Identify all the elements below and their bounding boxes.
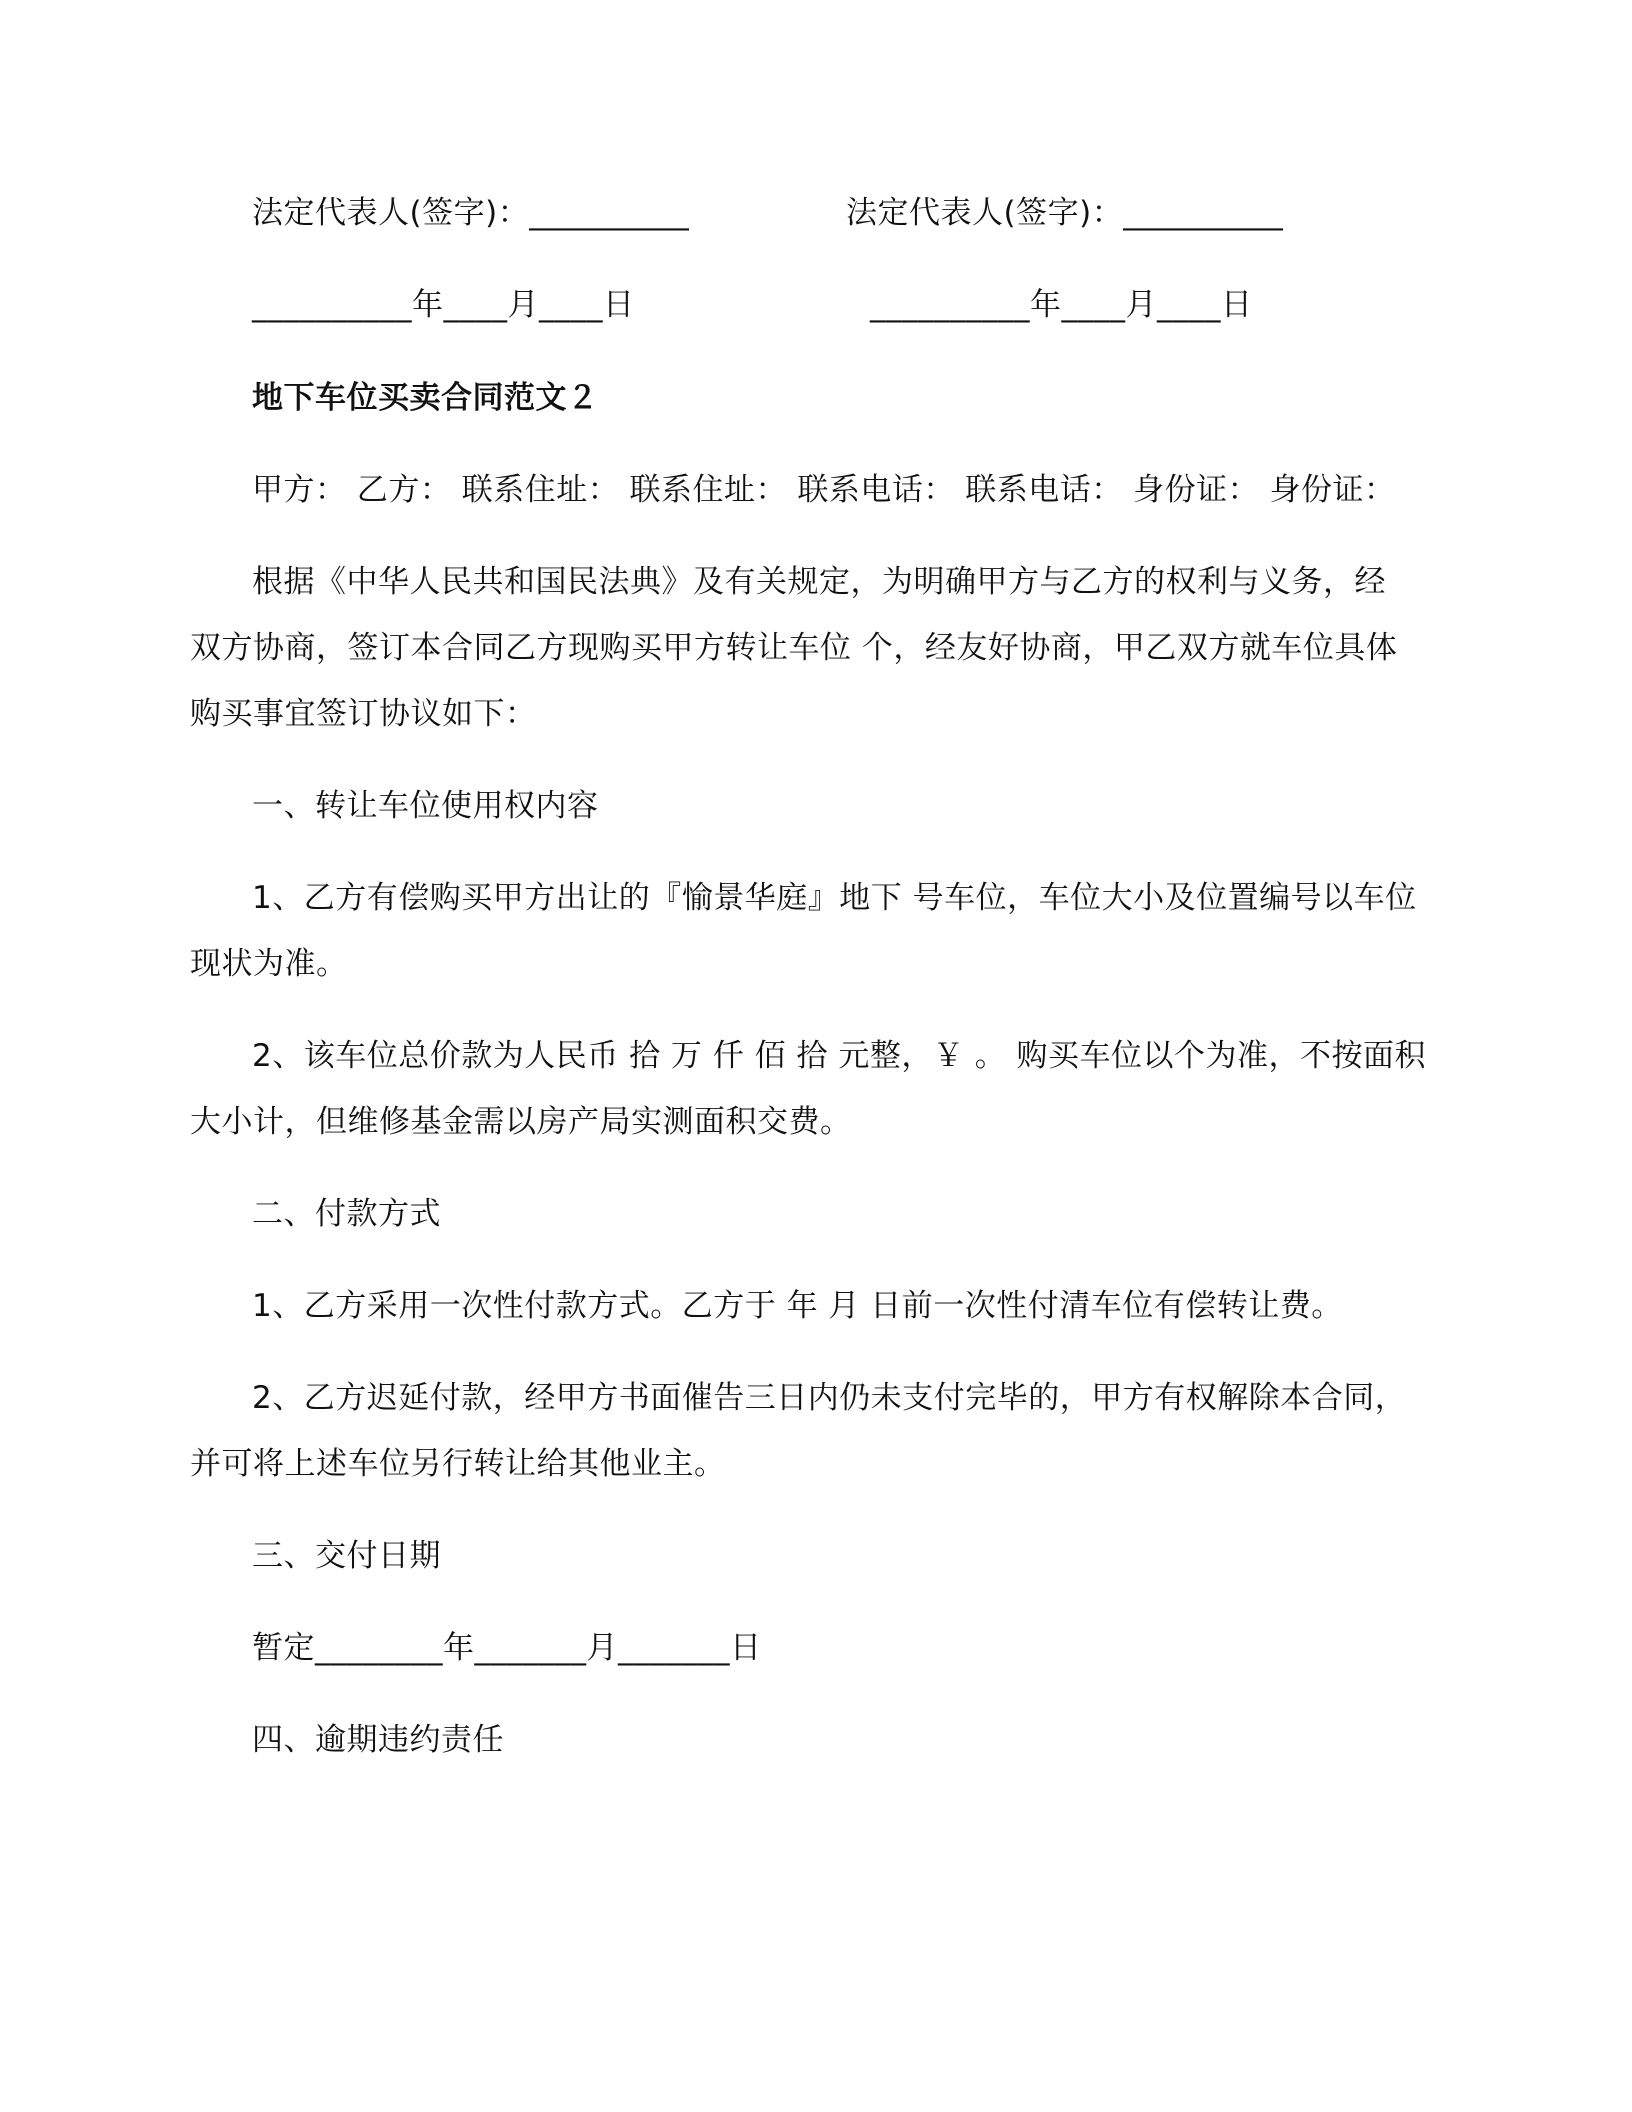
section-1-item-1-line-1: 1、乙方有偿购买甲方出让的『愉景华庭』地下 号车位，车位大小及位置编号以车位: [252, 880, 1417, 916]
contract-title: 地下车位买卖合同范文２: [252, 380, 599, 416]
section-3-heading: 三、交付日期: [252, 1538, 441, 1574]
section-2-item-1: 1、乙方采用一次性付款方式。乙方于 年 月 日前一次性付清车位有偿转让费。: [252, 1288, 1343, 1324]
right-representative-signature: 法定代表人(签字)：__________: [846, 195, 1284, 231]
parties-line: 甲方： 乙方： 联系住址： 联系住址： 联系电话： 联系电话： 身份证： 身份证：: [252, 472, 1396, 508]
intro-paragraph-line-1: 根据《中华人民共和国民法典》及有关规定，为明确甲方与乙方的权利与义务，经: [252, 564, 1386, 600]
section-1-item-2-line-1: 2、该车位总价款为人民币 拾 万 仟 佰 拾 元整，￥ 。 购买车位以个为准，不按面积: [252, 1038, 1427, 1074]
section-1-heading: 一、转让车位使用权内容: [252, 788, 599, 824]
section-4-heading: 四、逾期违约责任: [252, 1722, 504, 1758]
section-2-heading: 二、付款方式: [252, 1196, 441, 1232]
intro-paragraph-line-2: 双方协商，签订本合同乙方现购买甲方转让车位 个，经友好协商，甲乙双方就车位具体: [190, 630, 1398, 666]
section-3-date-line: 暂定________年_______月_______日: [252, 1630, 762, 1666]
right-signature-date: __________年____月____日: [870, 287, 1253, 323]
section-1-item-1-line-2: 现状为准。: [190, 946, 348, 982]
section-2-item-2-line-1: 2、乙方迟延付款，经甲方书面催告三日内仍未支付完毕的，甲方有权解除本合同，: [252, 1380, 1407, 1416]
section-2-item-2-line-2: 并可将上述车位另行转让给其他业主。: [190, 1446, 726, 1482]
section-1-item-2-line-2: 大小计，但维修基金需以房产局实测面积交费。: [190, 1104, 852, 1140]
left-signature-date: __________年____月____日: [252, 287, 635, 323]
intro-paragraph-line-3: 购买事宜签订协议如下：: [190, 696, 537, 732]
left-representative-signature: 法定代表人(签字)：__________: [252, 195, 690, 231]
